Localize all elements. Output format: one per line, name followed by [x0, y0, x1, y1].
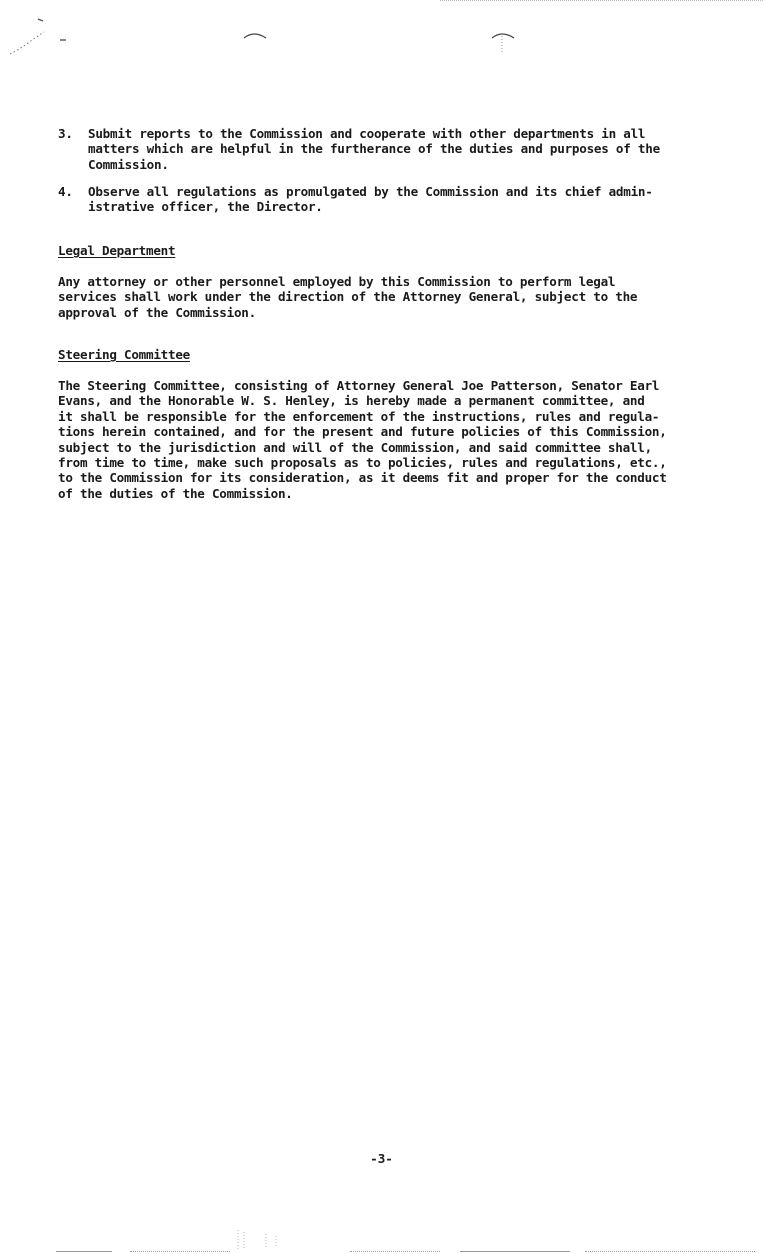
scan-smudge-mark	[232, 1228, 292, 1252]
page-number: -3-	[370, 1151, 393, 1166]
section-heading-legal: Legal Department	[58, 243, 176, 258]
scan-edge-line	[585, 1251, 755, 1252]
steering-paragraph: The Steering Committee, consisting of Attorney General Joe Patterson, Senator Earl Evans, and the Honorable W. S. Henley, is hereby made a permanent committee, and it shall be responsible for the enforcement of the instructions, rules and regula- tions herein contained, and for the present and future policies of this Commission, subject to the jurisdiction and will of the Commission, and said committee shall, from time to time, make such proposals as to policies, rules and regulations, etc., to the Commission for its consideration, as it deems fit and proper for the conduct of the duties of the Commission.	[58, 378, 667, 501]
section-heading-steering: Steering Committee	[58, 347, 190, 362]
scan-hole-mark	[240, 28, 270, 42]
item-number: 4.	[58, 184, 73, 199]
scan-hole-mark	[488, 28, 518, 58]
scan-smudge-mark	[0, 10, 80, 60]
scan-edge-mark	[440, 0, 763, 1]
scan-edge-line	[130, 1251, 230, 1252]
item-number: 3.	[58, 126, 73, 141]
scan-edge-line	[56, 1251, 112, 1252]
item-text: Submit reports to the Commission and cooperate with other departments in all matters which are helpful in the furtherance of the duties and purposes of the Commission.	[88, 126, 660, 172]
scan-edge-line	[460, 1251, 570, 1252]
scan-edge-line	[350, 1251, 440, 1252]
item-text: Observe all regulations as promulgated by the Commission and its chief admin- istrative officer, the Director.	[88, 184, 653, 215]
legal-paragraph: Any attorney or other personnel employed by this Commission to perform legal services shall work under the direction of the Attorney General, subject to the approval of the Commission.	[58, 274, 638, 320]
